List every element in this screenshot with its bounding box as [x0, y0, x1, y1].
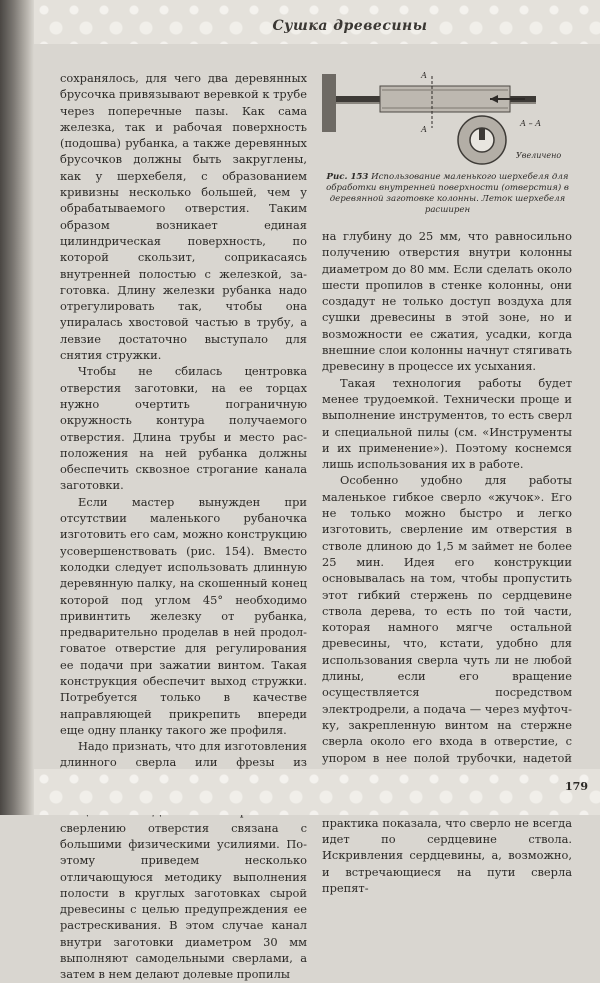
paragraph: сохранялось, для чего два деревянных брусочка привязывают веревкой к трубе через поперечные пазы. Как сама железка, так и рабочая поверхность (подошва) рубанка, а также деревянных брусочков должны быть закруглены, как у шерхебеля, с образованием кривизны несколько большей, чем у обрабатываемого отверстия. Таким образом возникает единая цилиндрическая поверхность, по которой скользит, соприкасаясь внутренней полостью с железкой, заготовка. Длину железки рубанка надо отрегулировать так, чтобы она упиралась хвостовой частью в трубу, а левзие достаточно выступало для снятия стружки. — [60, 71, 307, 363]
paragraph: Чтобы не сбилась центровка отверстия заготовки, на ее торцах нужно очертить пограничную окружность контура получаемого отверстия. Длина трубы и место расположения на ней рубанка должны обеспечить сквозное строгание канала заготовки. — [60, 364, 307, 493]
paragraph: Особенно удобно для работы маленькое гибкое сверло «жучок». Его не только можно быстро и легко изготовить, сверление им отверстия в стволе длиною до 1,5 м займет не более 25 мин. Идея его конструкции основывалась на том, чтобы пропустить этот гибкий стержень по сердцевине ствола дерева, то есть по той части, которая намного мягче остальной древесины, что, кстати, удобно для использования сверла чуть ли не любой длины, если его вращение осуществляется посредством электродрели, а подача — через муфточку, закрепленную винтом на стержне сверла около его входа в отверстие, с упором в нее полой трубочки, надетой практика показала, что сверло не всегда идет по сердцевине ствола. Искривления сердцевины, а, возможно, и встречающиеся на пути сверла препят- — [322, 473, 572, 895]
paragraph: Надо признать, что для изготовления длинного сверла или фрезы из сверлению отверстия связана с большими физическими усилиями. Поэтому приведем несколько отличающуюся методику выполнения полости в круглых заготовках сырой древесины с целью предупреждения ее растрескивания. В этом случае канал внутри заготовки диаметром 30 мм выполняют самодельными сверлами, а затем в нем делают долевые пропилы — [60, 739, 307, 982]
paragraph: Такая технология работы будет менее трудоемкой. Технически проще и выполнение инструментов, то есть сверл и специальной пилы (см. «Инструменты и их применение»). Поэтому коснемся лишь использования их в работе. — [322, 375, 572, 472]
figure-caption-number: Рис. 153 — [326, 172, 369, 182]
page-number: 179 — [565, 780, 588, 793]
figure-caption-text: Использование маленького шерхебеля для обработки внутренней поверхности (отверстия) в деревянной заготовке колонны. Леток шерхебеля расширен — [326, 172, 569, 215]
book-spine-shadow — [0, 0, 34, 815]
fig-wall — [322, 74, 336, 132]
figure-caption — [325, 172, 570, 216]
running-header-title: Сушка древесины — [272, 18, 428, 34]
fig-label-a-bottom: А — [421, 125, 428, 134]
text-column-left — [60, 70, 307, 983]
paragraph: на глубину до 25 мм, что равносильно получению отверстия внутри колонны диаметром до 80 мм. Если сделать около шести пропилов в стенке колонны, они создадут не только доступ воздуха для сушки древесины в этой зоне, но и возможности ее сжатия, усадки, когда внешние слои колонны начнут стягивать древесину в процессе их усыхания. — [322, 229, 572, 374]
fig-label-section: А – А — [520, 119, 542, 128]
fig-label-enlarged: Увеличено — [516, 151, 562, 160]
fig-label-a-top: А — [421, 71, 428, 80]
fig-blade — [479, 128, 485, 140]
lace-border-bottom — [34, 769, 600, 815]
paragraph: Если мастер вынужден при отсутствии маленького рубаночка изготовить его сам, можно конструкцию усовершенствовать (рис. 154). Вместо колодки следует использовать длинную деревянную палку, на скошенный конец которой под углом 45° необходимо привинтить железку от рубанка, предварительно проделав в ней продолговатое отверстие для регулирования ее подачи при зажатии винтом. Такая конструкция обеспечит выход стружки. Потребуется только в качестве направляющей прикрепить впереди еще одну планку такого же профиля. — [60, 494, 307, 737]
